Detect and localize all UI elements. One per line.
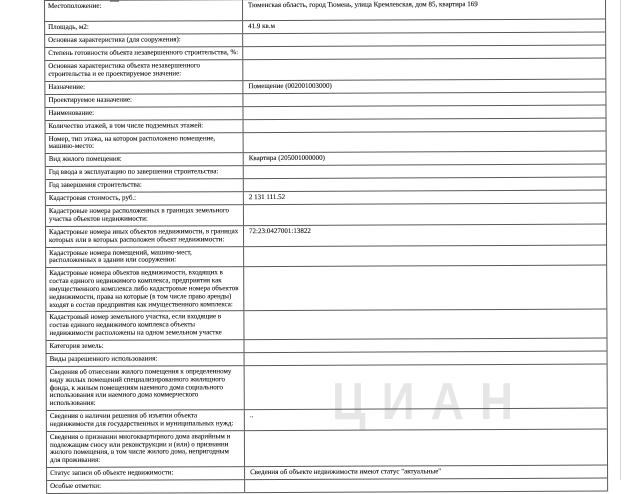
field-value	[243, 59, 605, 80]
cadastral-table	[44, 0, 608, 494]
field-value	[244, 178, 606, 192]
field-value: Квартира (205001000000)	[248, 154, 325, 163]
field-label: Сведения о признании многоквартирного дома аварийным и подлежащим сносу или реконструкции и (или) о признании жилого помещения, в том числе жилого дома, непригодным для проживания:	[47, 431, 245, 467]
field-label: Степень готовности объекта незавершенного строительства, %:	[45, 47, 243, 60]
field-label: Кадастровые номера помещений, машино-мест, расположенных в здании или сооружении:	[46, 247, 244, 268]
table-row	[47, 364, 607, 411]
field-label: Кадастровая стоимость, руб.:	[46, 192, 244, 205]
field-value: Сведения об объекте недвижимости имеют статус "актуальные"	[250, 467, 442, 477]
field-label: Кадастровые номера расположенных в границах земельного участка объектов недвижимости:	[46, 205, 244, 226]
field-label: Номер, тип этажа, на котором расположено помещение, машино-место:	[46, 133, 244, 154]
field-value	[244, 131, 606, 152]
field-label: Кадастровый номер земельного участка, если входящие в состав единого недвижимого комплекса объекты недвижимости расположены на одном земельном участке	[46, 312, 244, 340]
field-label: Виды разрешенного использования:	[47, 353, 245, 366]
field-label: Проектируемое назначение:	[45, 94, 243, 107]
field-label: Год ввода в эксплуатацию по завершении строительства:	[46, 166, 244, 179]
field-label: Особые отметки:	[47, 480, 245, 493]
field-value	[244, 338, 606, 352]
field-label: Вид жилого помещения:	[46, 153, 244, 166]
field-value	[244, 165, 606, 179]
field-label: Количество этажей, в том числе подземных этажей:	[46, 120, 244, 133]
field-label: Основная характеристика объекта незавершенного строительства и ее проектируемое значение:	[45, 60, 243, 81]
field-value	[244, 245, 606, 266]
table-row	[47, 429, 607, 468]
field-value	[243, 46, 605, 60]
table-row	[46, 204, 606, 227]
table-row	[46, 266, 606, 313]
field-label: Год завершения строительства:	[46, 179, 244, 192]
field-label: Основная характеристика (для сооружения):	[45, 34, 243, 47]
table-row	[45, 0, 605, 22]
field-value	[245, 364, 607, 409]
field-value	[243, 33, 605, 47]
field-value	[244, 310, 606, 339]
table-row	[46, 310, 606, 341]
field-label: Кадастровые номера объектов недвижимости, входящих в состав единого недвижимого комплекса, предприятия как имущественного комплекса либо кадастровые номера объектов недвижимости, права на которые (в том числе право аренды) входят в состав предприятия как имущественного комплекса:	[46, 267, 244, 311]
field-value	[244, 204, 606, 225]
field-value: Помещение (002001003000)	[248, 81, 332, 90]
field-value: Тюменская область, город Тюмень, улица Кремлевская, дом 85, квартира 169	[248, 0, 478, 10]
table-row	[47, 409, 607, 432]
field-label: Назначение:	[45, 81, 243, 94]
field-value	[245, 429, 607, 466]
field-label: Статус записи об объекте недвижимости:	[47, 467, 245, 480]
table-row	[46, 245, 606, 268]
field-value	[244, 266, 606, 311]
field-label: Сведения о наличии решения об изъятии объекта недвижимости для государственных и муниципальных нужд:	[47, 410, 245, 431]
field-value	[244, 118, 606, 132]
field-label: Наименование:	[45, 107, 243, 120]
field-value: 2 131 111.52	[248, 193, 286, 202]
field-value	[245, 351, 607, 365]
field-value	[245, 479, 607, 493]
field-label: Площадь, м2:	[45, 21, 243, 34]
field-value: ..	[249, 411, 254, 420]
table-row	[47, 479, 607, 494]
field-value: 41.9 кв.м	[248, 21, 276, 31]
field-label: Категория земель:	[46, 340, 244, 353]
cian-watermark: ЦИАН	[332, 371, 530, 431]
field-label: Сведения об отнесении жилого помещения к определенному виду жилых помещений специализированного жилищного фонда, к жилым помещениям наемного дома социального использования или наемного дома коммерческого использования:	[47, 366, 245, 410]
scan-page-edge	[620, 0, 621, 480]
field-label: Местоположение:	[45, 0, 243, 21]
field-label: Кадастровые номера иных объектов недвижимости, в границах которых или в которых расположен объект недвижимости:	[46, 226, 244, 247]
field-value: 72:23:0427001:13822	[248, 226, 311, 236]
table-row	[45, 59, 605, 82]
field-value	[243, 92, 605, 106]
table-row	[46, 131, 606, 154]
table-row	[46, 225, 606, 248]
field-value	[243, 105, 605, 119]
